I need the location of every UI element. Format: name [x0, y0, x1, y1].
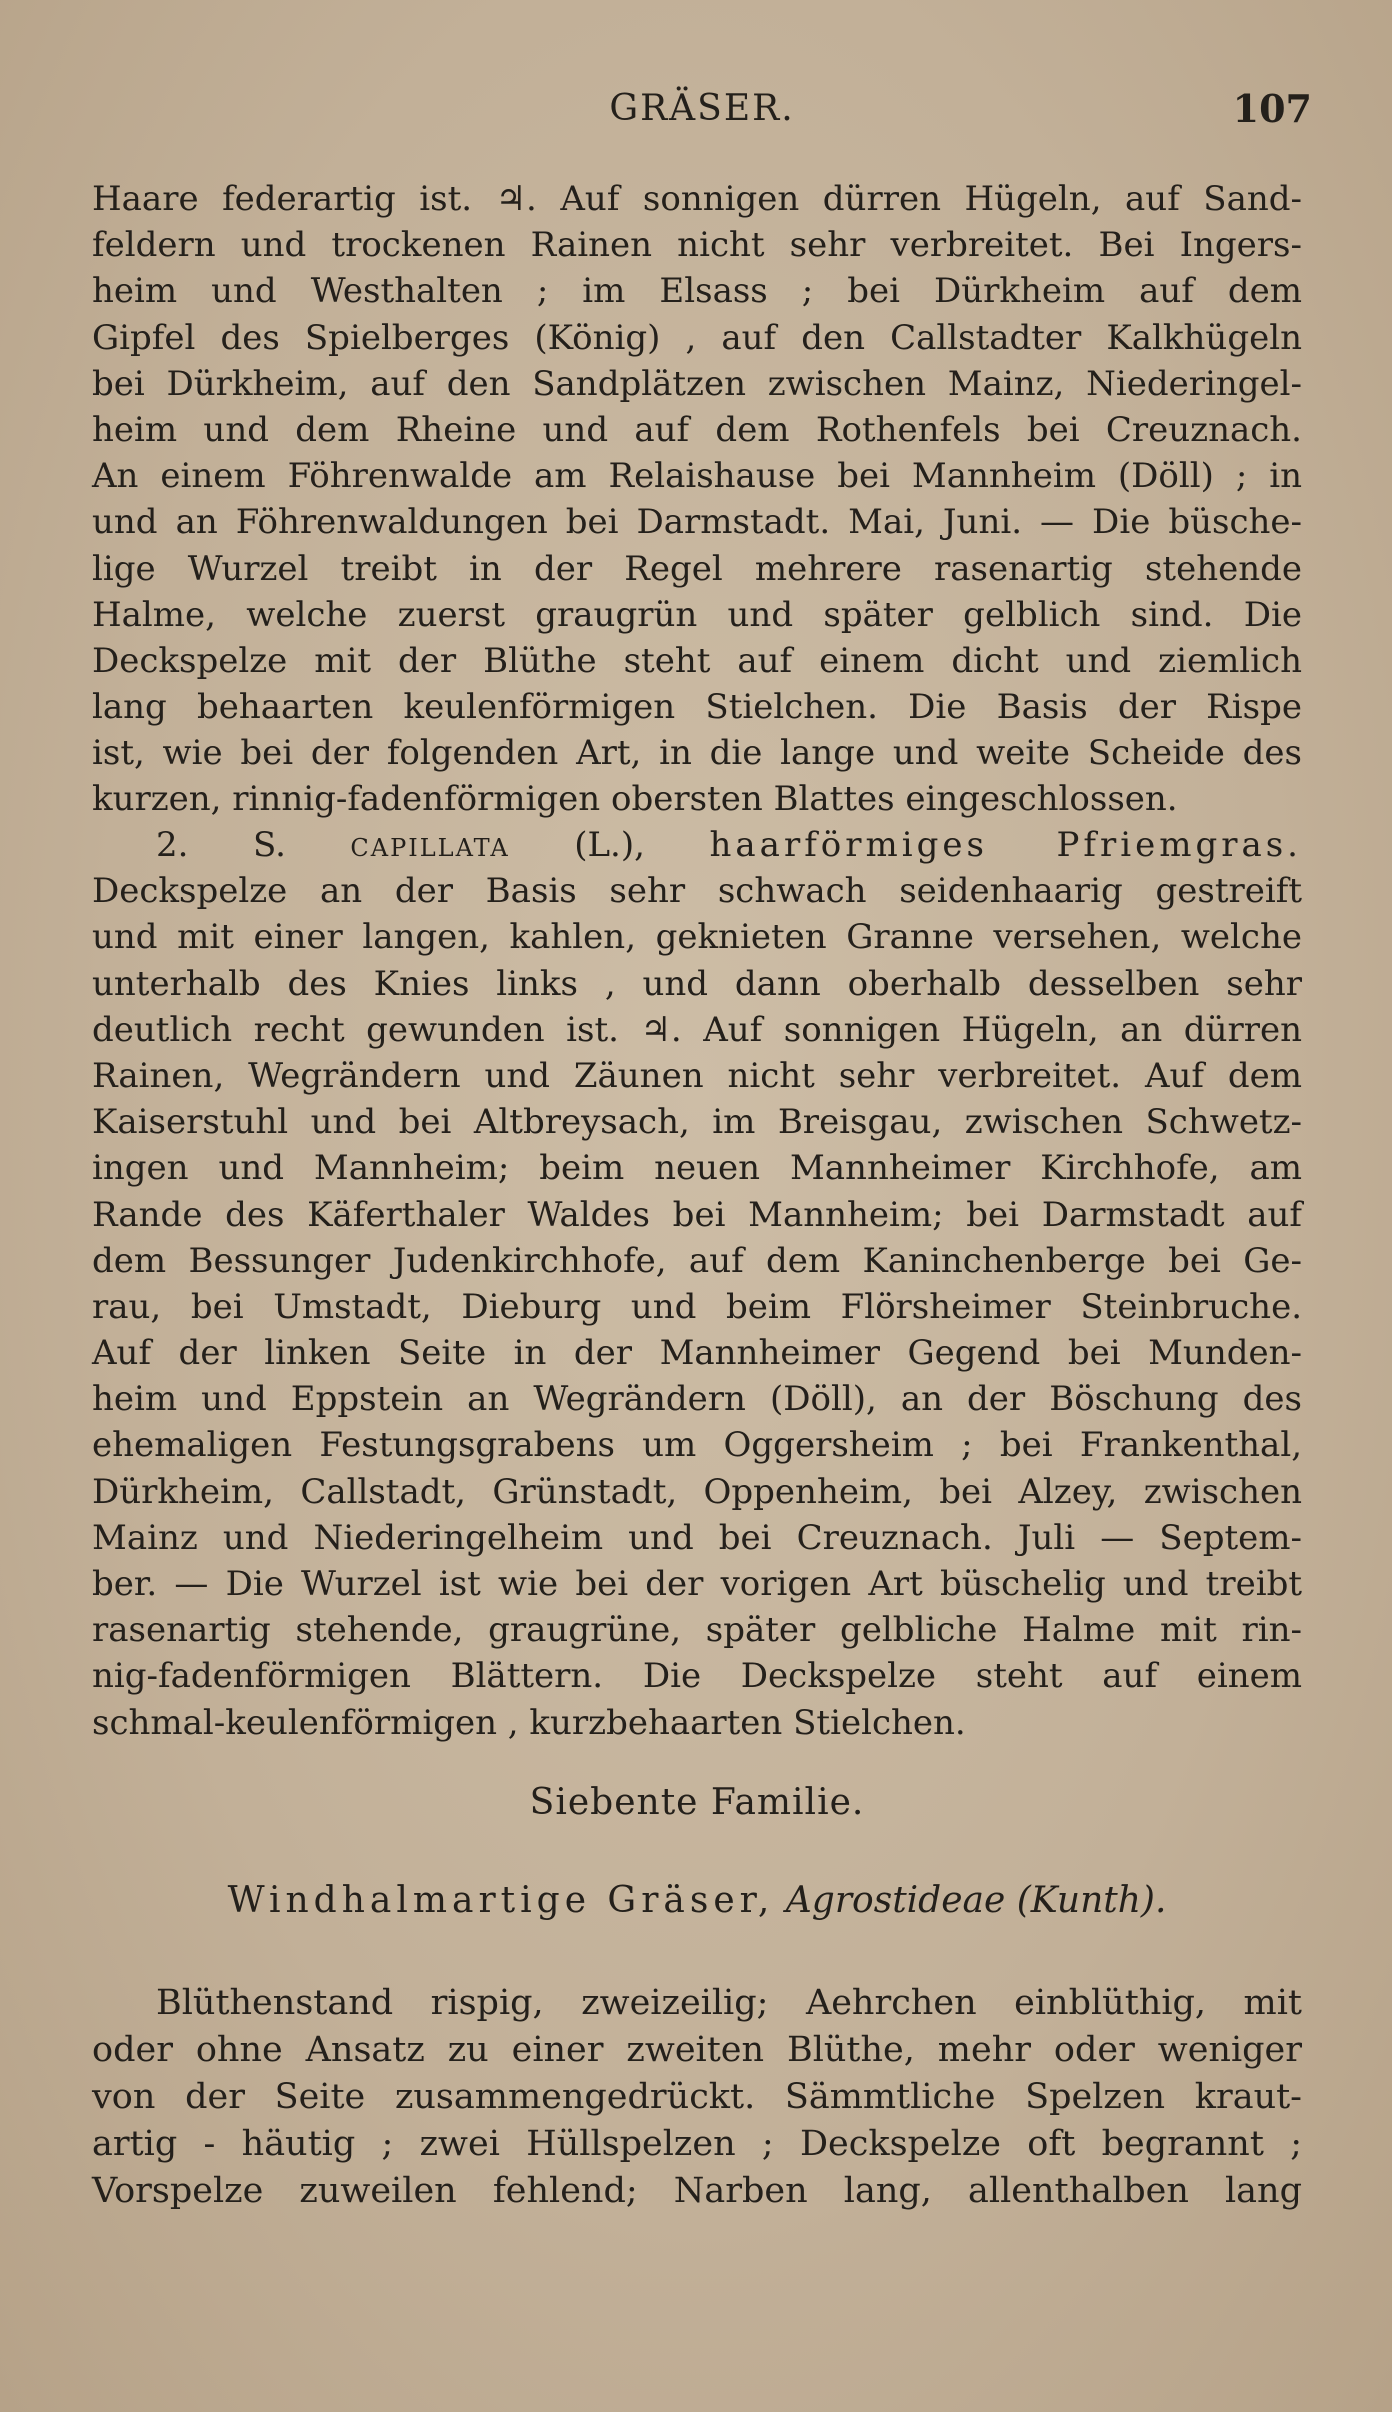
- family-author: (Kunth).: [1016, 1880, 1167, 1921]
- running-title: GRÄSER.: [609, 88, 795, 129]
- text-line: heim und dem Rheine und auf dem Rothenfels bei Creuznach.: [92, 409, 1302, 450]
- paragraph-stipa-capillata: [92, 822, 1302, 1746]
- text-line: heim und Westhalten ; im Elsass ; bei Dürkheim auf dem: [92, 271, 1302, 312]
- text-line: ist, wie bei der folgenden Art, in die lange und weite Scheide des: [92, 733, 1302, 774]
- text-line: lige Wurzel treibt in der Regel mehrere rasenartig stehende: [92, 548, 1302, 589]
- text-line: nig-fadenförmigen Blättern. Die Deckspelze steht auf einem: [92, 1656, 1302, 1697]
- species-author: (L.),: [574, 825, 645, 865]
- species-number: 2. S.: [156, 825, 286, 865]
- text-line: ingen und Mannheim; beim neuen Mannheimer Kirchhofe, am: [92, 1148, 1302, 1189]
- text-line: unterhalb des Knies links , und dann oberhalb desselben sehr: [92, 963, 1302, 1004]
- text-line: und an Föhrenwaldungen bei Darmstadt. Mai, Juni. — Die büsche-: [92, 502, 1302, 543]
- text-line: deutlich recht gewunden ist. ♃. Auf sonnigen Hügeln, an dürren: [92, 1009, 1302, 1050]
- text-line: Gipfel des Spielberges (König) , auf den Callstadter Kalkhügeln: [92, 317, 1302, 358]
- page-header: [92, 84, 1312, 134]
- text-line: schmal-keulenförmigen , kurzbehaarten Stielchen.: [92, 1702, 966, 1743]
- text-line: rasenartig stehende, graugrüne, später gelbliche Halme mit rin-: [92, 1610, 1302, 1651]
- text-line: lang behaarten keulenförmigen Stielchen. Die Basis der Rispe: [92, 687, 1302, 728]
- text-line: kurzen, rinnig-fadenförmigen obersten Blattes eingeschlossen.: [92, 779, 1178, 820]
- text-line: Dürkheim, Callstadt, Grünstadt, Oppenheim, bei Alzey, zwischen: [92, 1471, 1302, 1512]
- text-line: und mit einer langen, kahlen, geknieten Granne versehen, welche: [92, 917, 1302, 958]
- text-line: Halme, welche zuerst graugrün und später gelblich sind. Die: [92, 594, 1302, 635]
- family-name-latin: Agrostideae: [785, 1880, 1006, 1921]
- text-line: dem Bessunger Judenkirchhofe, auf dem Kaninchenberge bei Ge-: [92, 1240, 1302, 1281]
- text-line: von der Seite zusammengedrückt. Sämmtliche Spelzen kraut-: [92, 2077, 1302, 2117]
- text-line: Deckspelze an der Basis sehr schwach seidenhaarig gestreift: [92, 871, 1302, 912]
- text-line: Blüthenstand rispig, zweizeilig; Aehrchen einblüthig, mit: [156, 1983, 1302, 2023]
- text-line: ber. — Die Wurzel ist wie bei der vorigen Art büschelig und treibt: [92, 1564, 1302, 1604]
- text-line: feldern und trockenen Rainen nicht sehr verbreitet. Bei Ingers-: [92, 225, 1302, 266]
- text-line: Deckspelze mit der Blüthe steht auf einem dicht und ziemlich: [92, 640, 1302, 681]
- text-line: oder ohne Ansatz zu einer zweiten Blüthe, mehr oder weniger: [92, 2030, 1302, 2070]
- paragraph-stipa-continued: [92, 176, 1302, 823]
- text-line: ehemaligen Festungsgrabens um Oggersheim ; bei Frankenthal,: [92, 1425, 1302, 1466]
- text-line: Kaiserstuhl und bei Altbreysach, im Breisgau, zwischen Schwetz-: [92, 1102, 1302, 1143]
- species-entry-line: [92, 822, 1302, 868]
- text-line: artig - häutig ; zwei Hüllspelzen ; Deckspelze oft begrannt ;: [92, 2124, 1302, 2164]
- text-line: Mainz und Niederingelheim und bei Creuznach. Juli — Septem-: [92, 1517, 1302, 1558]
- text-line: An einem Föhrenwalde am Relaishause bei Mannheim (Döll) ; in: [92, 456, 1302, 497]
- text-line: Haare federartig ist. ♃. Auf sonnigen dürren Hügeln, auf Sand-: [92, 179, 1302, 219]
- text-line: Auf der linken Seite in der Mannheimer Gegend bei Munden-: [92, 1333, 1302, 1374]
- text-line: rau, bei Umstadt, Dieburg und beim Flörsheimer Steinbruche.: [92, 1286, 1302, 1327]
- species-common-name: haarförmiges Pfriemgras.: [709, 825, 1302, 865]
- family-heading: Siebente Familie.: [529, 1782, 865, 1823]
- page-number: 107: [1232, 86, 1312, 131]
- text-line: Rainen, Wegrändern und Zäunen nicht sehr verbreitet. Auf dem: [92, 1055, 1302, 1096]
- text-line: Rande des Käferthaler Waldes bei Mannheim; bei Darmstadt auf: [92, 1194, 1302, 1235]
- family-name-german: Windhalmartige Gräser,: [227, 1880, 775, 1921]
- text-line: bei Dürkheim, auf den Sandplätzen zwischen Mainz, Niederingel-: [92, 363, 1302, 404]
- text-line: heim und Eppstein an Wegrändern (Döll), an der Böschung des: [92, 1379, 1302, 1420]
- family-title: [92, 1880, 1302, 1921]
- species-epithet: capillata: [350, 825, 510, 865]
- paragraph-family-description: [92, 1980, 1302, 2215]
- text-line: Vorspelze zuweilen fehlend; Narben lang, allenthalben lang: [92, 2171, 1302, 2211]
